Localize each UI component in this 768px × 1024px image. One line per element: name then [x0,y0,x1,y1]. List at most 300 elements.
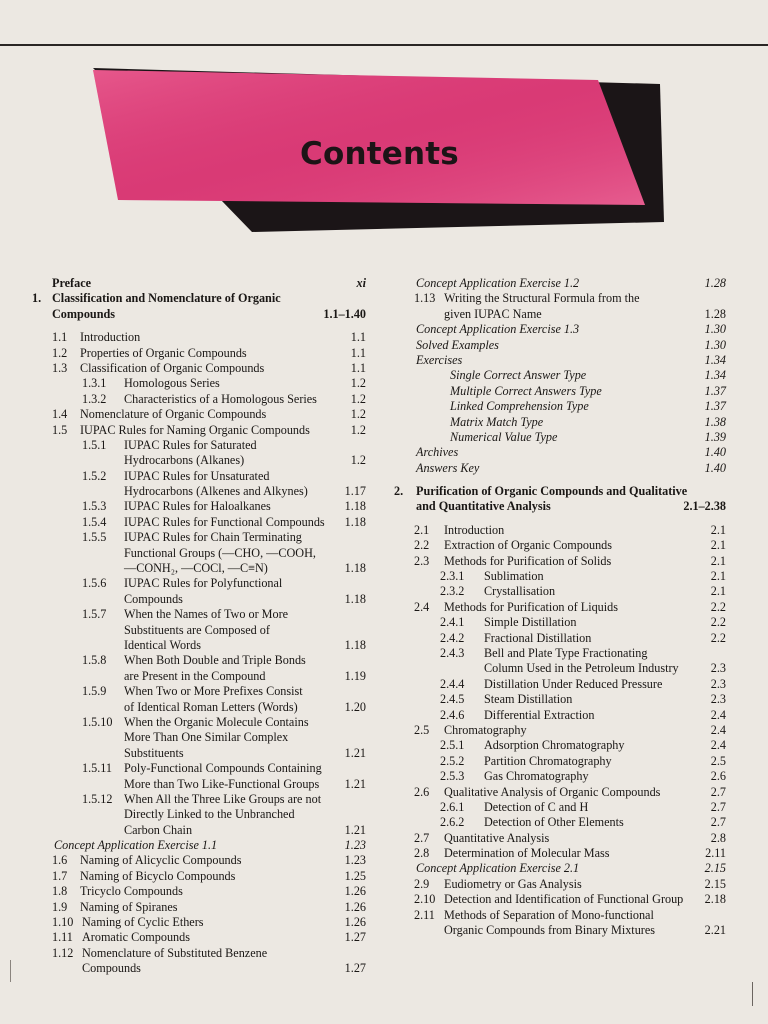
entry-number: 1.5 [52,422,68,437]
entry-title: Classification of Organic Compounds [80,360,265,375]
entry-title: Nomenclature of Substituted Benzene [82,945,268,960]
entry-title: Identical Words [124,637,201,652]
entry-number: 2.4.3 [440,645,465,660]
toc-entry [32,346,366,361]
toc-entry [32,684,366,699]
entry-number: 1.10 [52,915,74,930]
entry-number: 2.3 [414,553,430,568]
toc-entry [32,900,366,915]
toc-entry [32,838,366,853]
page-number: 2.1 [710,522,726,537]
entry-number: 1.5.10 [82,714,113,729]
entry-number: 2.4 [414,599,430,614]
entry-number: 2.4.2 [440,630,465,645]
toc-entry [394,307,726,322]
entry-number: 1.4 [52,407,68,422]
entry-number: 1.8 [52,884,68,899]
entry-number: 2.9 [414,876,430,891]
section-gap [394,476,726,484]
page-number: 1.38 [704,414,726,429]
entry-title: Fractional Distillation [484,630,592,645]
page-number: 2.1 [710,538,726,553]
entry-number: 2.4.1 [440,615,465,630]
entry-number: 1.2 [52,345,68,360]
toc-entry [32,546,366,561]
page-number: 1.2 [350,376,366,391]
toc-entry [394,338,726,353]
entry-title: Differential Extraction [484,707,595,722]
entry-title: Naming of Spiranes [80,899,178,914]
toc-entry [32,669,366,684]
page-number: 1.28 [704,306,726,321]
entry-number: 1.1 [52,330,68,345]
entry-title: Classification and Nomenclature of Organic [52,291,281,306]
entry-title: Compounds [82,961,141,976]
entry-title: Concept Application Exercise 1.1 [54,838,218,853]
entry-title: Single Correct Answer Type [450,368,587,383]
page-number: 1.2 [350,422,366,437]
toc-entry [32,484,366,499]
entry-number: 2.5 [414,722,430,737]
page-number: 1.1 [350,330,366,345]
toc-entry [394,861,726,876]
toc-entry [394,846,726,861]
entry-title: Concept Application Exercise 1.3 [416,322,580,337]
toc-entry [32,930,366,945]
entry-title: Hydrocarbons (Alkanes) [124,453,245,468]
entry-title: Crystallisation [484,584,556,599]
toc-entry [394,538,726,553]
entry-number: 2.4.4 [440,676,465,691]
toc-entry [394,754,726,769]
toc-entry [32,730,366,745]
entry-title: Compounds [52,306,115,321]
entry-number: 2.1 [414,522,430,537]
toc-entry [32,623,366,638]
page-number: 2.6 [710,769,726,784]
page-number: 1.21 [344,776,366,791]
entry-title: Organic Compounds from Binary Mixtures [444,923,656,938]
toc-entry [394,430,726,445]
entry-number: 2. [394,484,404,499]
toc-entry [32,961,366,976]
toc-entry [32,884,366,899]
page-number: 1.18 [344,499,366,514]
entry-title: Archives [416,445,459,460]
page-number: 1.26 [344,884,366,899]
entry-number: 1.5.8 [82,653,107,668]
page-number: 1.1 [350,360,366,375]
entry-number: 1.5.1 [82,437,107,452]
entry-number: 2.8 [414,846,430,861]
entry-title: IUPAC Rules for Polyfunctional [124,576,283,591]
toc-entry [32,515,366,530]
entry-title: Eudiometry or Gas Analysis [444,876,582,891]
page-number: 1.26 [344,899,366,914]
toc-entry [32,869,366,884]
page-number: 1.37 [704,399,726,414]
entry-number: 1.5.6 [82,576,107,591]
entry-title: When Two or More Prefixes Consist [124,684,303,699]
entry-title: Poly-Functional Compounds Containing [124,761,322,776]
toc-entry [32,807,366,822]
entry-number: 1.5.9 [82,684,107,699]
page-number: xi [356,276,366,290]
page-number: 1.18 [344,514,366,529]
entry-title: given IUPAC Name [444,306,542,321]
page-number: 1.26 [344,915,366,930]
toc-entry [32,376,366,391]
entry-title: Preface [52,276,92,290]
page-number: 1.23 [344,838,366,853]
toc-entry [394,600,726,615]
page-number: 2.7 [710,815,726,830]
toc-left-column [32,276,366,977]
toc-right-column [394,276,726,938]
entry-title: Gas Chromatography [484,769,589,784]
entry-title: Concept Application Exercise 1.2 [416,276,580,290]
toc-entry [394,800,726,815]
page-number: 1.25 [344,868,366,883]
entry-title: More than Two Like-Functional Groups [124,776,320,791]
page-number: 1.2 [350,391,366,406]
page-number: 1.34 [704,368,726,383]
page-number: 2.2 [710,615,726,630]
toc-entry [394,584,726,599]
page-number: 2.1 [710,553,726,568]
page-number: 1.20 [344,699,366,714]
toc-entry [32,392,366,407]
entry-title: Matrix Match Type [450,414,544,429]
page-number: 1.21 [344,822,366,837]
entry-title: Nomenclature of Organic Compounds [80,407,267,422]
entry-number: 1.7 [52,868,68,883]
entry-title: Naming of Cyclic Ethers [82,915,204,930]
toc-entry [32,469,366,484]
entry-title: Methods for Purification of Solids [444,553,612,568]
entry-title: IUPAC Rules for Functional Compounds [124,514,325,529]
entry-title: Compounds [124,591,183,606]
entry-number: 2.5.2 [440,753,465,768]
page-number: 1.30 [704,322,726,337]
section-gap [394,515,726,523]
page-number: 2.7 [710,784,726,799]
entry-title: Aromatic Compounds [82,930,190,945]
toc-entry [394,523,726,538]
entry-title: IUPAC Rules for Naming Organic Compounds [80,422,310,437]
entry-title: Column Used in the Petroleum Industry [484,661,679,676]
toc-entry [394,677,726,692]
entry-title: Introduction [80,330,141,345]
entry-title: IUPAC Rules for Chain Terminating [124,530,302,545]
entry-title: Functional Groups (—CHO, —COOH, [124,545,316,560]
toc-entry [32,361,366,376]
toc-entry [32,853,366,868]
page-number: 2.21 [704,923,726,938]
entry-title: Purification of Organic Compounds and Qualitative [416,484,688,499]
page-number: 2.3 [710,676,726,691]
toc-entry [32,576,366,591]
entry-title: Sublimation [484,569,544,584]
toc-entry [394,646,726,661]
entry-number: 1.5.3 [82,499,107,514]
entry-number: 2.6.1 [440,799,465,814]
entry-title: Determination of Molecular Mass [444,846,610,861]
page-number: 1.40 [704,460,726,475]
toc-entry [32,700,366,715]
entry-number: 2.4.5 [440,692,465,707]
entry-title: Simple Distillation [484,615,577,630]
page-number: 1.21 [344,745,366,760]
page-number: 2.4 [710,738,726,753]
entry-number: 1.13 [414,291,436,306]
toc-entry [394,892,726,907]
entry-number: 2.2 [414,538,430,553]
entry-title: are Present in the Compound [124,668,266,683]
entry-number: 2.6 [414,784,430,799]
chapter-entry [394,499,726,514]
toc-entry [394,908,726,923]
page-number: 1.2 [350,407,366,422]
page-number: 2.3 [710,692,726,707]
entry-number: 1.3.1 [82,376,107,391]
page-number: 2.4 [710,707,726,722]
page-number: 1.2 [350,453,366,468]
entry-title: and Quantitative Analysis [416,499,551,514]
toc-entry [32,638,366,653]
entry-number: 1.5.11 [82,761,113,776]
toc-entry [394,723,726,738]
page-title: Contents [300,136,459,172]
entry-title: Directly Linked to the Unbranched [124,807,295,822]
entry-title: When Both Double and Triple Bonds [124,653,306,668]
toc-entry [394,692,726,707]
entry-title: Linked Comprehension Type [450,399,589,414]
chapter-entry [394,484,726,499]
toc-entry [394,631,726,646]
entry-number: 1.9 [52,899,68,914]
page-number: 2.1 [710,584,726,599]
entry-title: Hydrocarbons (Alkenes and Alkynes) [124,484,308,499]
toc-entry [394,461,726,476]
entry-title: IUPAC Rules for Haloalkanes [124,499,271,514]
entry-number: 2.5.3 [440,769,465,784]
page-number: 1.18 [344,561,366,576]
page-number: 1.27 [344,961,366,976]
entry-title: Detection of Other Elements [484,815,624,830]
entry-number: 1.5.2 [82,468,107,483]
page-number: 2.7 [710,799,726,814]
page-number: 2.2 [710,630,726,645]
entry-title: Detection and Identification of Functional Group [444,892,684,907]
toc-entry [394,399,726,414]
entry-title: Carbon Chain [124,822,193,837]
toc-entry [32,915,366,930]
page-number: 2.15 [704,861,726,876]
entry-title: Writing the Structural Formula from the [444,291,640,306]
toc-entry [394,554,726,569]
entry-title: —CONH₂, —COCl, —C≡N) [124,561,268,576]
toc-entry [394,384,726,399]
toc-entry [32,561,366,576]
entry-title: Methods for Purification of Liquids [444,599,618,614]
entry-number: 1. [32,291,42,306]
entry-title: Quantitative Analysis [444,830,550,845]
chapter-entry [32,276,366,291]
toc-entry [394,708,726,723]
toc-entry [394,738,726,753]
entry-title: Chromatography [444,722,527,737]
entry-title: Numerical Value Type [450,429,558,444]
toc-entry [32,777,366,792]
chapter-entry [32,291,366,306]
toc-entry [394,445,726,460]
toc-entry [32,746,366,761]
toc-entry [394,877,726,892]
entry-title: Extraction of Organic Compounds [444,538,613,553]
entry-number: 1.11 [52,930,73,945]
entry-title: Concept Application Exercise 2.1 [416,861,580,876]
page-number: 2.4 [710,722,726,737]
entry-title: When the Names of Two or More [124,607,289,622]
chapter-entry [32,307,366,322]
toc-entry [32,530,366,545]
entry-title: Naming of Alicyclic Compounds [80,853,242,868]
entry-title: Tricyclo Compounds [80,884,183,899]
page-number: 2.1 [710,569,726,584]
toc-entry [32,715,366,730]
entry-title: Substituents are Composed of [124,622,270,637]
entry-title: Detection of C and H [484,799,589,814]
page-number: 1.39 [704,429,726,444]
toc-entry [32,946,366,961]
entry-number: 1.5.7 [82,607,107,622]
entry-title: Methods of Separation of Mono-functional [444,907,654,922]
entry-title: Homologous Series [124,376,220,391]
page-edge-mark-left [10,960,11,982]
toc-entry [394,276,726,291]
entry-number: 1.3.2 [82,391,107,406]
entry-title: IUPAC Rules for Saturated [124,437,257,452]
entry-title: Distillation Under Reduced Pressure [484,676,663,691]
entry-title: Answers Key [416,460,480,475]
toc-entry [394,368,726,383]
page-number: 2.18 [704,892,726,907]
toc-entry [394,661,726,676]
toc-entry [394,415,726,430]
entry-number: 1.3 [52,360,68,375]
page-number: 2.5 [710,753,726,768]
entry-title: Bell and Plate Type Fractionating [484,645,648,660]
entry-title: Properties of Organic Compounds [80,345,247,360]
toc-entry [394,322,726,337]
toc-entry [394,815,726,830]
entry-title: Solved Examples [416,337,499,352]
page-number: 1.27 [344,930,366,945]
contents-banner [0,0,768,250]
entry-number: 2.11 [414,907,435,922]
entry-title: Adsorption Chromatography [484,738,625,753]
page-number: 2.11 [705,846,726,861]
page-number: 1.30 [704,337,726,352]
toc-entry [32,499,366,514]
toc-entry [394,831,726,846]
entry-title: Steam Distillation [484,692,573,707]
toc-entry [394,923,726,938]
page-number: 1.37 [704,383,726,398]
page-number: 2.3 [710,661,726,676]
toc-entry [32,761,366,776]
entry-number: 1.6 [52,853,68,868]
entry-title: Exercises [416,352,463,367]
entry-number: 2.6.2 [440,815,465,830]
entry-number: 1.5.4 [82,514,107,529]
page-number: 1.18 [344,637,366,652]
toc-entry [32,653,366,668]
toc-entry [394,615,726,630]
entry-title: Qualitative Analysis of Organic Compounds [444,784,661,799]
toc-entry [394,785,726,800]
page-number: 1.1–1.40 [323,306,366,321]
page-number: 1.1 [350,345,366,360]
entry-number: 1.5.5 [82,530,107,545]
page-number: 1.28 [704,276,726,290]
entry-title: Characteristics of a Homologous Series [124,391,317,406]
toc-entry [32,407,366,422]
entry-number: 1.5.12 [82,791,113,806]
entry-title: Introduction [444,522,505,537]
toc-entry [32,330,366,345]
entry-number: 2.5.1 [440,738,465,753]
entry-title: Multiple Correct Answers Type [450,383,602,398]
toc-entry [32,438,366,453]
entry-title: More Than One Similar Complex [124,730,289,745]
entry-title: Naming of Bicyclo Compounds [80,868,236,883]
toc-entry [32,423,366,438]
page-number: 1.34 [704,352,726,367]
section-gap [32,322,366,330]
entry-number: 2.7 [414,830,430,845]
entry-number: 2.10 [414,892,436,907]
toc-entry [32,792,366,807]
page-number: 2.15 [704,876,726,891]
page-edge-mark [752,982,753,1006]
toc-entry [394,769,726,784]
toc-entry [32,453,366,468]
entry-number: 1.12 [52,945,74,960]
toc-entry [394,353,726,368]
page-number: 1.23 [344,853,366,868]
toc-entry [32,592,366,607]
toc-entry [394,291,726,306]
entry-title: Partition Chromatography [484,753,612,768]
toc-entry [32,607,366,622]
page-number: 2.8 [710,830,726,845]
entry-number: 2.3.2 [440,584,465,599]
entry-title: of Identical Roman Letters (Words) [124,699,298,714]
page-number: 1.19 [344,668,366,683]
page-number: 2.1–2.38 [683,499,726,514]
toc-entry [32,823,366,838]
entry-title: When All the Three Like Groups are not [124,791,322,806]
page-number: 1.17 [344,484,366,499]
entry-title: Substituents [124,745,184,760]
entry-title: When the Organic Molecule Contains [124,714,309,729]
page-number: 2.2 [710,599,726,614]
page-number: 1.40 [704,445,726,460]
toc-entry [394,569,726,584]
entry-title: IUPAC Rules for Unsaturated [124,468,270,483]
